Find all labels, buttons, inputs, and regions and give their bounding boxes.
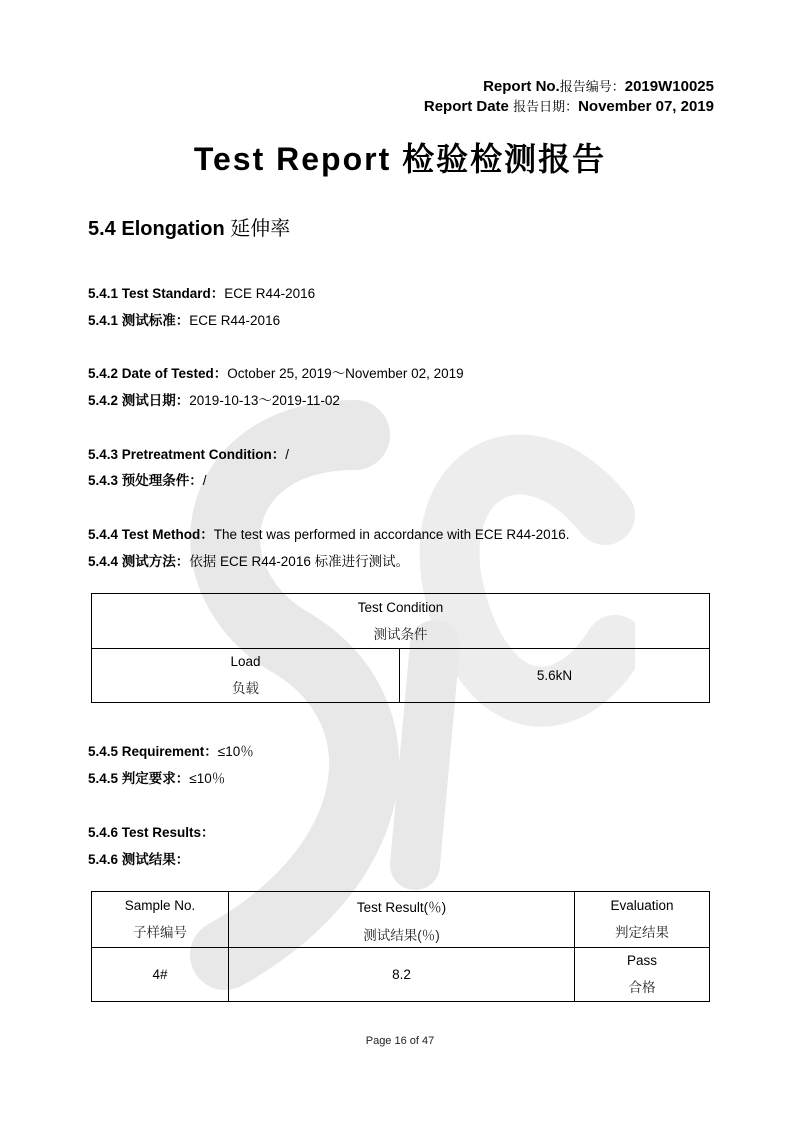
report-date: Report Date 报告日期：November 07, 2019 bbox=[423, 98, 714, 115]
test-standard-cn: 5.4.1 测试标准：ECE R44-2016 bbox=[88, 313, 281, 328]
sample-no-cell: 4# bbox=[92, 948, 229, 1002]
table-row bbox=[92, 948, 710, 1002]
load-label-cell: Load 负载 bbox=[92, 649, 400, 703]
test-standard-en: 5.4.1 Test Standard：ECE R44-2016 bbox=[88, 286, 316, 301]
requirement-en: 5.4.5 Requirement：≤10％ bbox=[88, 744, 254, 759]
pretreatment-cn: 5.4.3 预处理条件：/ bbox=[88, 473, 207, 488]
test-date-cn: 5.4.2 测试日期：2019-10-13～2019-11-02 bbox=[88, 393, 340, 408]
report-number: Report No.报告编号：2019W10025 bbox=[483, 78, 714, 95]
page-number: Page 16 of 47 bbox=[365, 1035, 435, 1047]
test-method-en: 5.4.4 Test Method：The test was performed in accordance with ECE R44-2016. bbox=[88, 527, 570, 542]
test-results-table bbox=[91, 891, 710, 1002]
section-heading: 5.4 Elongation 延伸率 bbox=[88, 218, 291, 240]
load-value-cell: 5.6kN bbox=[400, 649, 710, 703]
condition-header-cell: Test Condition 测试条件 bbox=[92, 594, 710, 649]
evaluation-header: Evaluation 判定结果 bbox=[575, 892, 710, 948]
test-method-cn: 5.4.4 测试方法：依据 ECE R44-2016 标准进行测试。 bbox=[88, 554, 410, 569]
sample-no-header: Sample No. 子样编号 bbox=[92, 892, 229, 948]
evaluation-cell: Pass 合格 bbox=[575, 948, 710, 1002]
test-date-en: 5.4.2 Date of Tested：October 25, 2019～November 02, 2019 bbox=[88, 366, 464, 381]
pretreatment-en: 5.4.3 Pretreatment Condition：/ bbox=[88, 447, 290, 462]
test-results-cn: 5.4.6 测试结果： bbox=[88, 852, 190, 867]
test-condition-table bbox=[91, 593, 710, 703]
test-results-en: 5.4.6 Test Results： bbox=[88, 825, 215, 840]
page-title: Test Report 检验检测报告 bbox=[193, 141, 607, 177]
requirement-cn: 5.4.5 判定要求：≤10％ bbox=[88, 771, 226, 786]
test-result-cell: 8.2 bbox=[229, 948, 575, 1002]
test-result-header: Test Result(％) 测试结果(％) bbox=[229, 892, 575, 948]
